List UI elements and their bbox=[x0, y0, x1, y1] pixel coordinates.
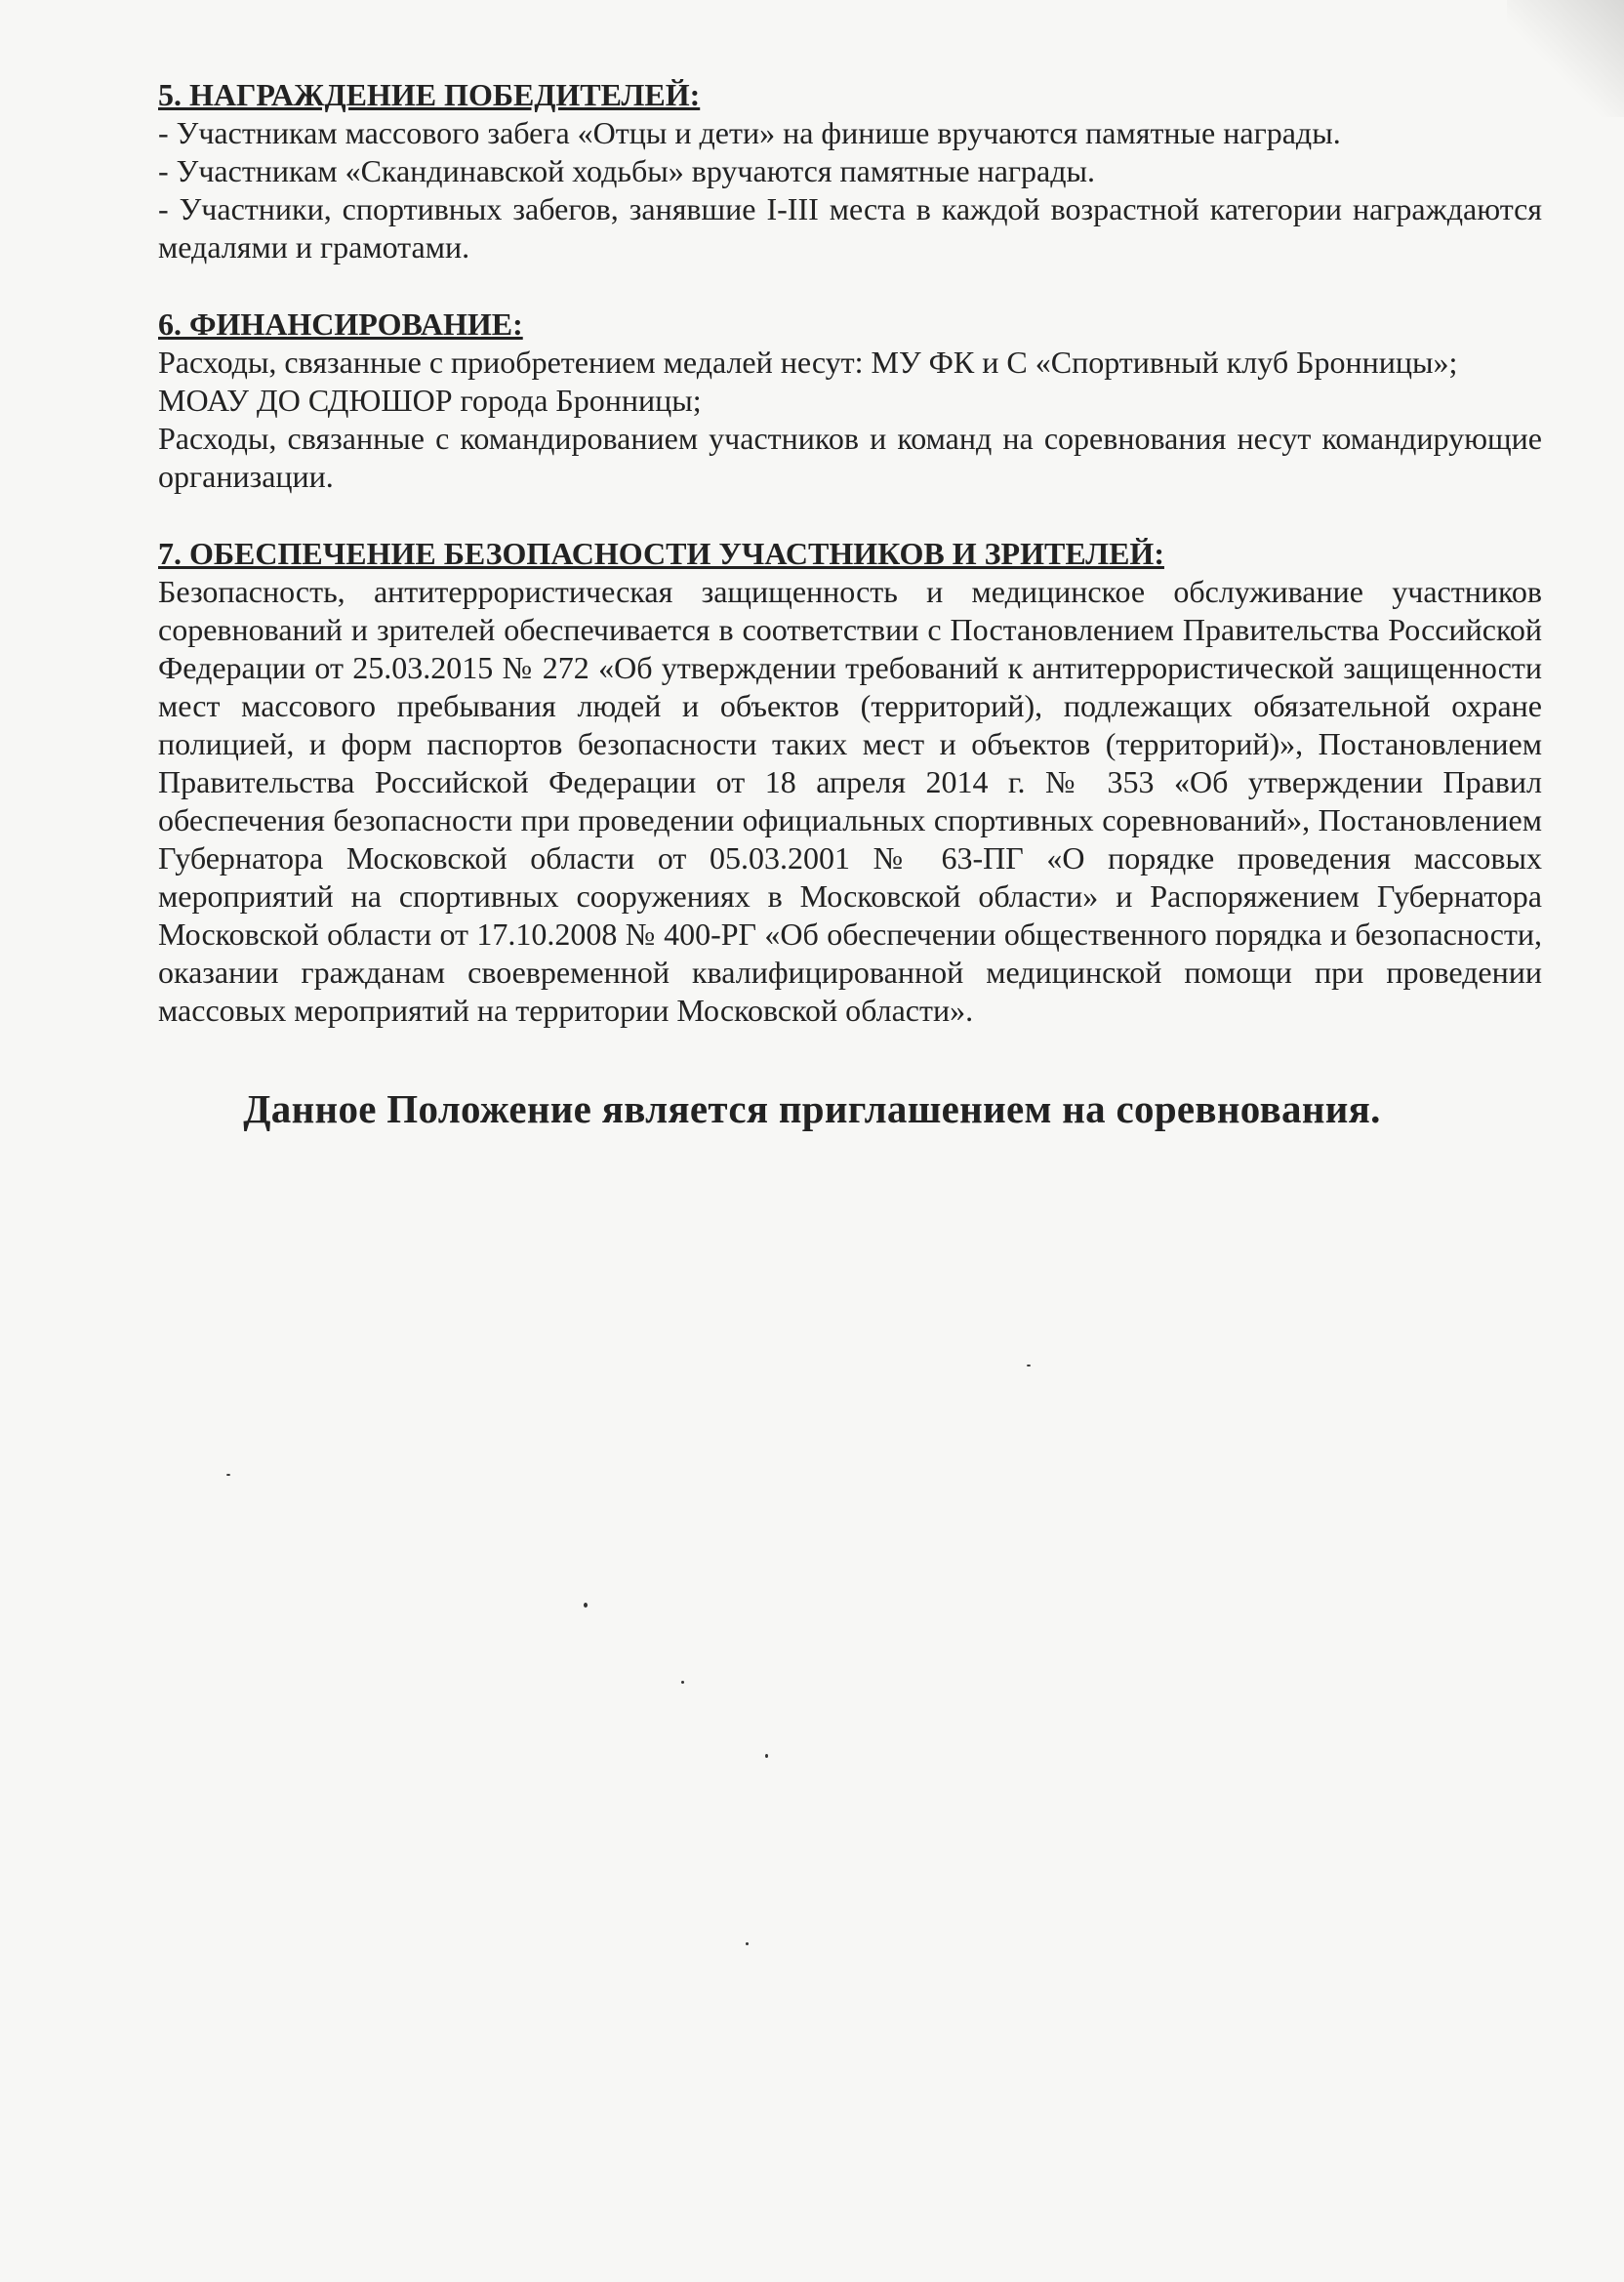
scan-speck bbox=[584, 1603, 588, 1608]
financing-line-1: Расходы, связанные с приобретением медалей несут: МУ ФК и С «Спортивный клуб Бронницы»; bbox=[158, 345, 1458, 380]
financing-line-3: Расходы, связанные с командированием участников и команд на соревнования несут командирующие организации. bbox=[158, 421, 1542, 494]
section-heading-financing: 6. ФИНАНСИРОВАНИЕ: bbox=[158, 306, 523, 342]
section-safety bbox=[158, 535, 1542, 1030]
scan-speck bbox=[681, 1681, 684, 1684]
scan-speck bbox=[1027, 1365, 1031, 1366]
section-awards bbox=[158, 76, 1542, 266]
section-financing bbox=[158, 306, 1542, 496]
financing-line-2: МОАУ ДО СДЮШОР города Бронницы; bbox=[158, 383, 702, 418]
awards-item-1: - Участникам массового забега «Отцы и дети» на финише вручаются памятные награды. bbox=[158, 115, 1341, 150]
section-spacer bbox=[158, 266, 1542, 306]
section-heading-safety: 7. ОБЕСПЕЧЕНИЕ БЕЗОПАСНОСТИ УЧАСТНИКОВ И ЗРИТЕЛЕЙ: bbox=[158, 536, 1164, 571]
scan-speck bbox=[226, 1474, 230, 1476]
awards-item-3: - Участники, спортивных забегов, занявшие I-III места в каждой возрастной категории награждаются медалями и грамотами. bbox=[158, 191, 1542, 265]
document-body bbox=[158, 76, 1542, 1030]
awards-item-2: - Участникам «Скандинавской ходьбы» вручаются памятные награды. bbox=[158, 153, 1096, 188]
scan-speck bbox=[765, 1754, 768, 1758]
safety-paragraph: Безопасность, антитеррористическая защищенность и медицинское обслуживание участников соревнований и зрителей обеспечивается в соответствии с Постановлением Правительства Российской Федерации от 25.03.2015 № 272 «Об утверждении требований к антитеррористической защищенности мест массового пребывания людей и объектов (территорий), подлежащих обязательной охране полицией, и форм паспортов безопасности таких мест и объектов (территорий)», Постановлением Правительства Российской Федерации от 18 апреля 2014 г. № 353 «Об утверждении Правил обеспечения безопасности при проведении официальных спортивных соревнований», Постановлением Губернатора Московской области от 05.03.2001 № 63-ПГ «О порядке проведения массовых мероприятий на спортивных сооружениях в Московской области» и Распоряжением Губернатора Московской области от 17.10.2008 № 400-РГ «Об обеспечении общественного порядка и безопасности, оказании гражданам своевременной квалифицированной медицинской помощи при проведении массовых мероприятий на территории Московской области». bbox=[158, 574, 1542, 1028]
section-spacer bbox=[158, 496, 1542, 535]
scan-speck bbox=[746, 1942, 749, 1945]
closing-statement: Данное Положение является приглашением на соревнования. bbox=[243, 1086, 1381, 1131]
section-heading-awards: 5. НАГРАЖДЕНИЕ ПОБЕДИТЕЛЕЙ: bbox=[158, 77, 701, 112]
